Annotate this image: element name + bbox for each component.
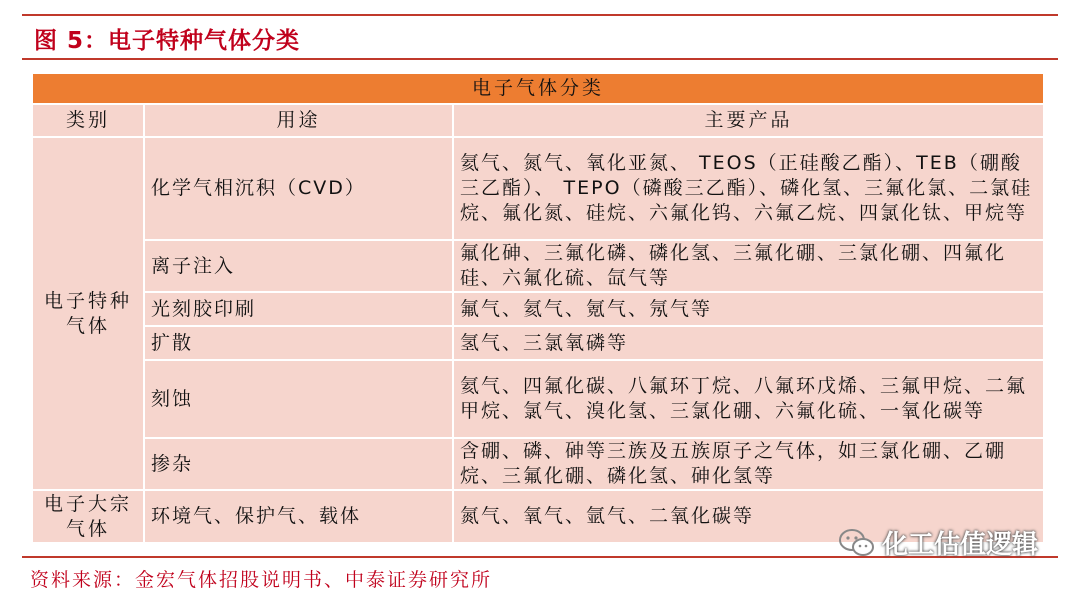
- category-special-gas: 电子特种气体: [32, 137, 144, 490]
- products-cell: 氦气、四氟化碳、八氟环丁烷、八氟环戊烯、三氟甲烷、二氟甲烷、氯气、溴化氢、三氯化硼、六氟化硫、一氧化碳等: [453, 360, 1044, 438]
- figure-title-bar: [22, 14, 1058, 60]
- source-note: 资料来源：金宏气体招股说明书、中泰证券研究所: [30, 569, 493, 591]
- column-header-use: 用途: [144, 104, 453, 137]
- table-row: [32, 438, 1044, 490]
- gas-classification-table: [31, 72, 1045, 544]
- table-row: [32, 360, 1044, 438]
- watermark-text: 化工估值逻辑: [882, 530, 1039, 560]
- products-cell: 氟化砷、三氟化磷、磷化氢、三氟化硼、三氯化硼、四氟化硅、六氟化硫、氙气等: [453, 240, 1044, 292]
- column-header-products: 主要产品: [453, 104, 1044, 137]
- use-cell: 化学气相沉积（CVD）: [144, 137, 453, 240]
- use-cell: 掺杂: [144, 438, 453, 490]
- table-row: [32, 292, 1044, 326]
- wechat-icon: [838, 527, 876, 559]
- table-row: [32, 326, 1044, 360]
- figure-title: 图 5：电子特种气体分类: [34, 28, 301, 54]
- use-cell: 扩散: [144, 326, 453, 360]
- table-header: 电子气体分类: [32, 73, 1044, 104]
- column-header-row: [32, 104, 1044, 137]
- products-cell: 氦气、氮气、氧化亚氮、 TEOS（正硅酸乙酯）、TEB（硼酸三乙酯）、 TEPO（磷酸三乙酯）、磷化氢、三氟化氯、二氯硅烷、氟化氮、硅烷、六氟化钨、六氟乙烷、四氯化钛、甲烷等: [453, 137, 1044, 240]
- table-row: [32, 240, 1044, 292]
- table-row: [32, 137, 1044, 240]
- use-cell: 刻蚀: [144, 360, 453, 438]
- watermark: [838, 524, 1038, 561]
- use-cell: 环境气、保护气、载体: [144, 490, 453, 543]
- category-bulk-gas: 电子大宗气体: [32, 490, 144, 543]
- products-cell: 氢气、三氯氧磷等: [453, 326, 1044, 360]
- products-cell: 氟气、氦气、氪气、氖气等: [453, 292, 1044, 326]
- products-cell: 含硼、磷、砷等三族及五族原子之气体，如三氯化硼、乙硼烷、三氟化硼、磷化氢、砷化氢等: [453, 438, 1044, 490]
- use-cell: 光刻胶印刷: [144, 292, 453, 326]
- products-cell: 氮气、氧气、氩气、二氧化碳等: [453, 490, 1044, 543]
- table-header-row: [32, 73, 1044, 104]
- use-cell: 离子注入: [144, 240, 453, 292]
- column-header-category: 类别: [32, 104, 144, 137]
